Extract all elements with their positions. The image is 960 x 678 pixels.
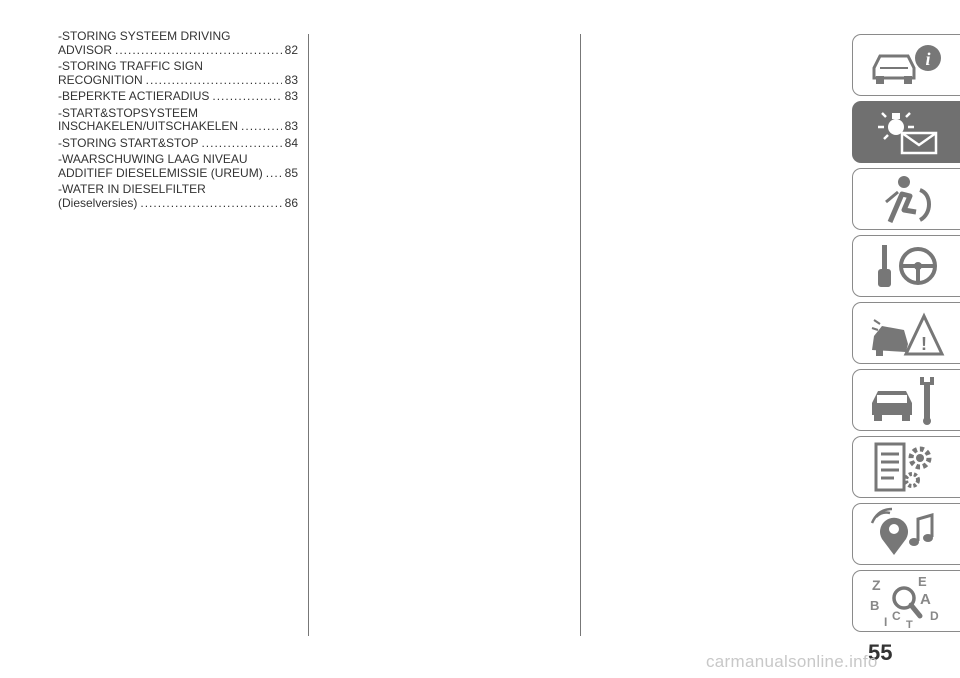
toc-entry-title: INSCHAKELEN/UITSCHAKELEN	[58, 119, 239, 133]
tab-multimedia[interactable]	[852, 503, 960, 565]
dot-leader	[115, 44, 282, 58]
toc-page-number: 84	[284, 135, 298, 150]
svg-text:!: !	[920, 334, 927, 354]
toc-entry-title: (Dieselversies)	[58, 195, 138, 210]
tab-safety[interactable]	[852, 168, 960, 230]
toc-entry-title: -WATER IN DIESELFILTER	[58, 182, 206, 196]
svg-text:D: D	[929, 609, 939, 623]
toc-page-number: 83	[284, 89, 298, 103]
tab-car-info[interactable]	[852, 34, 960, 96]
tab-emergency[interactable]	[852, 302, 960, 364]
toc-entry-title: -BEPERKTE ACTIERADIUS	[58, 89, 210, 103]
column-divider	[308, 34, 309, 636]
toc-entry-title: RECOGNITION	[58, 72, 143, 87]
toc-entry[interactable]	[58, 137, 298, 151]
toc-entry[interactable]	[58, 183, 298, 210]
specs-gear-icon	[868, 440, 946, 494]
toc-entry[interactable]	[58, 30, 298, 57]
toc-page-number: 85	[284, 165, 298, 180]
tab-warning-lights[interactable]	[852, 101, 960, 163]
toc-entry[interactable]	[58, 107, 298, 134]
car-info-icon	[868, 38, 946, 92]
toc-entry-title: -WAARSCHUWING LAAG NIVEAU	[58, 152, 248, 166]
warning-lights-icon	[868, 105, 946, 159]
dot-leader	[140, 197, 281, 211]
toc-page-number: 86	[284, 195, 298, 210]
toc-entry-title: -STORING TRAFFIC SIGN	[58, 59, 203, 73]
svg-text:C: C	[891, 609, 901, 623]
svg-text:B: B	[869, 598, 879, 613]
svg-text:I: I	[883, 615, 887, 628]
dot-leader	[266, 167, 282, 181]
svg-text:A: A	[919, 591, 931, 608]
toc-entry[interactable]	[58, 153, 298, 180]
dot-leader	[241, 120, 282, 134]
tab-maintenance[interactable]	[852, 369, 960, 431]
tab-starting-driving[interactable]	[852, 235, 960, 297]
toc-entry-title: -START&STOPSYSTEEM	[58, 105, 199, 120]
toc-entry[interactable]	[58, 60, 298, 87]
car-accident-icon	[868, 306, 946, 360]
watermark: carmanualsonline.info	[706, 652, 878, 671]
car-wrench-icon	[868, 373, 946, 427]
tab-technical-data[interactable]	[852, 436, 960, 498]
multimedia-icon	[868, 507, 946, 561]
toc-entry-title: -STORING SYSTEEM DRIVING	[58, 29, 231, 43]
toc-entry-title: ADDITIEF DIESELEMISSIE (UREUM)	[58, 165, 263, 180]
page-number: 55	[868, 640, 893, 665]
svg-text:E: E	[917, 574, 927, 589]
dot-leader	[146, 74, 282, 88]
toc-page-number: 83	[284, 119, 298, 133]
svg-text:i: i	[924, 49, 931, 69]
toc-page-number: 83	[284, 72, 298, 87]
table-of-contents	[58, 30, 298, 213]
svg-text:Z: Z	[871, 577, 881, 593]
column-divider	[580, 34, 581, 636]
tab-index[interactable]	[852, 570, 960, 632]
toc-entry-title: -STORING START&STOP	[58, 135, 199, 150]
svg-text:T: T	[905, 619, 913, 628]
alphabetical-index-icon	[868, 574, 946, 628]
toc-page-number: 82	[284, 42, 298, 57]
toc-entry-title: ADVISOR	[58, 42, 113, 57]
toc-entry[interactable]	[58, 90, 298, 104]
seat-airbag-icon	[868, 172, 946, 226]
key-steering-wheel-icon	[868, 239, 946, 293]
dot-leader	[212, 90, 281, 104]
dot-leader	[201, 137, 281, 151]
